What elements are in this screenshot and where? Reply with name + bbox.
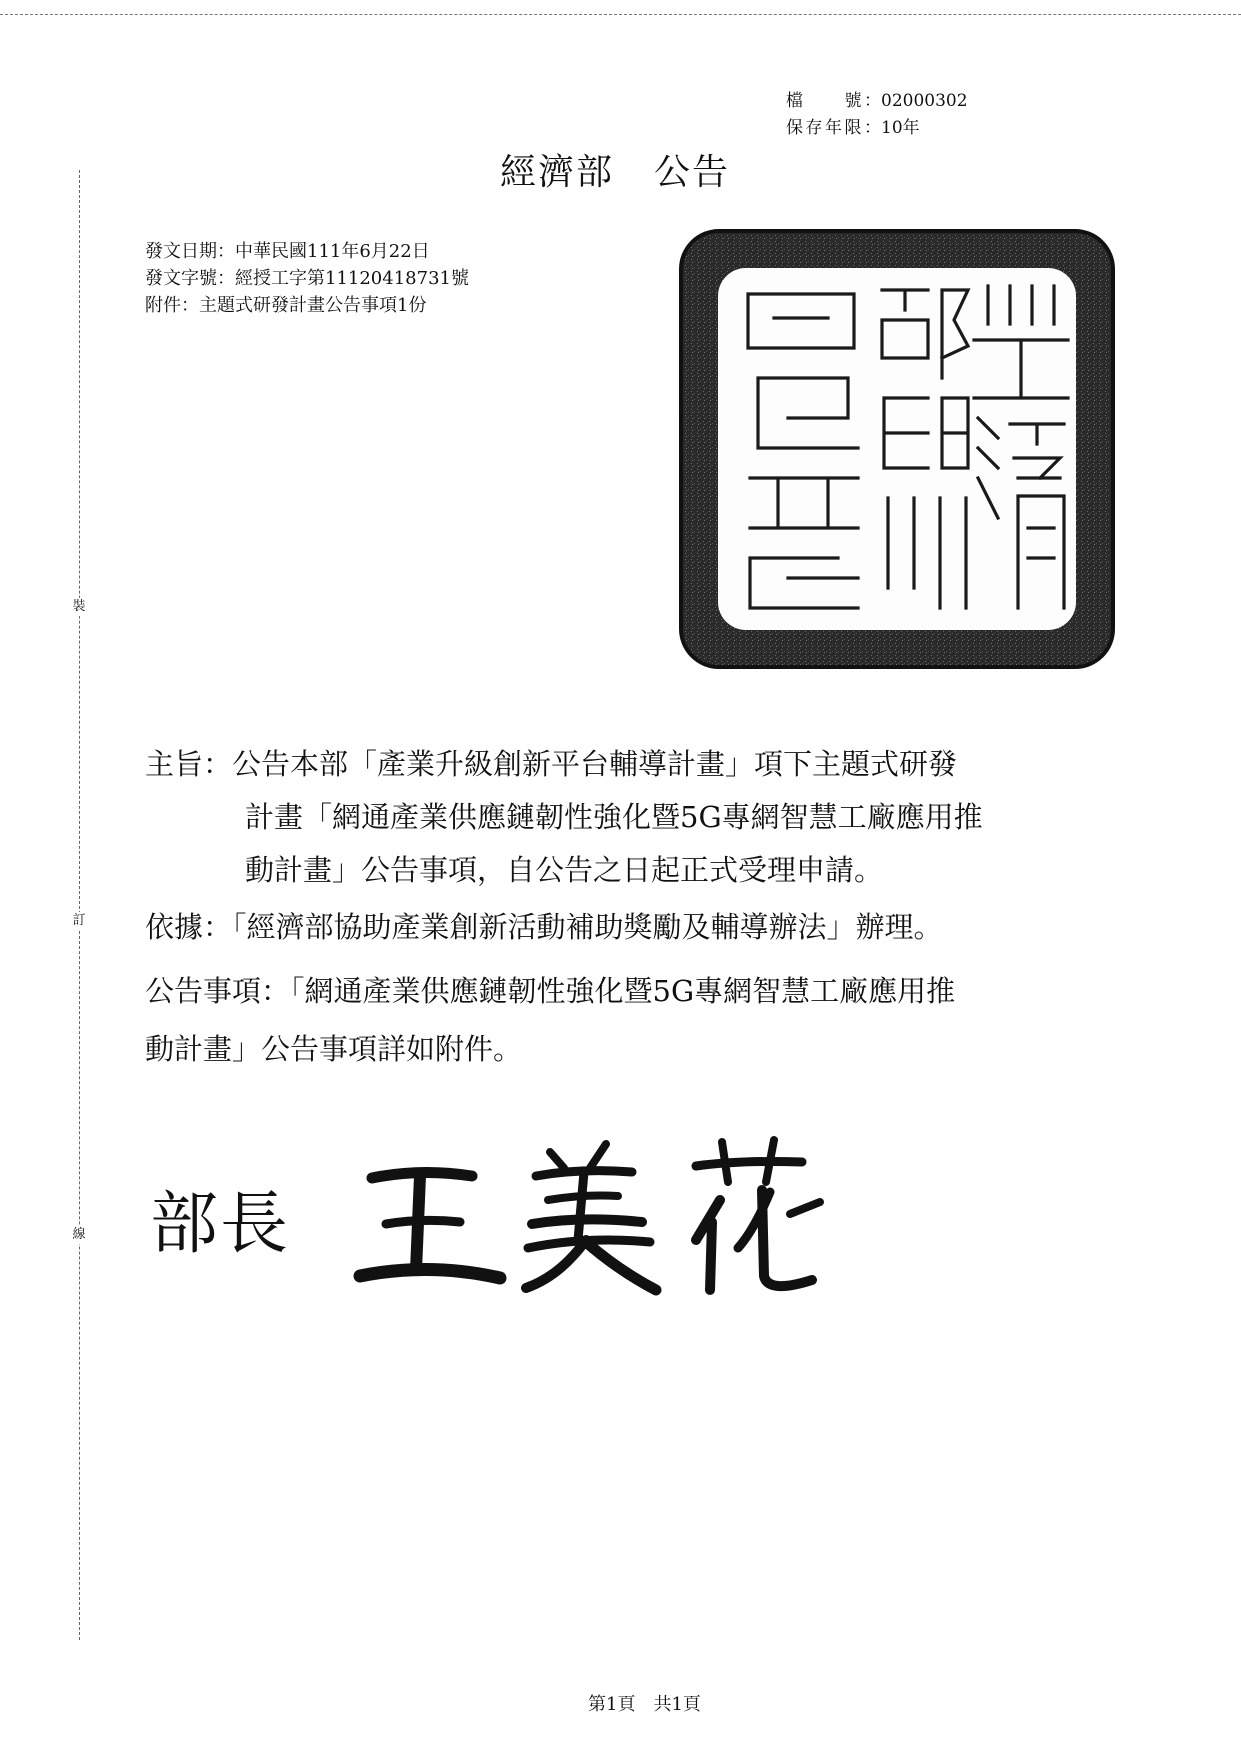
notice-line: 公告事項：「網通產業供應鏈韌性強化暨5G專網智慧工廠應用推 (145, 974, 956, 1008)
retention-row (786, 115, 968, 142)
notice-line: 動計畫」公告事項詳如附件。 (145, 1032, 523, 1066)
issue-info (145, 238, 469, 319)
page-footer (588, 1690, 701, 1716)
file-number: 02000302 (881, 91, 968, 111)
file-meta (786, 88, 968, 142)
retention-value: 10年 (881, 118, 920, 138)
agency-name: 經濟部 (500, 152, 615, 193)
attachment-note: 附件：主題式研發計畫公告事項1份 (145, 295, 427, 316)
issue-ref-number: 發文字號：經授工字第11120418731號 (145, 268, 469, 289)
binding-mark-zhuang: 裝 (68, 598, 90, 616)
page-number: 第1頁 (588, 1694, 636, 1715)
file-number-label: 檔 號： (786, 91, 881, 111)
minister-signature (350, 1130, 830, 1300)
page-title (500, 144, 730, 195)
basis-paragraph (145, 901, 1100, 954)
binding-line (79, 170, 80, 1640)
subject-line: 主旨：公告本部「產業升級創新平台輔導計畫」項下主題式研發 (145, 747, 958, 781)
notice-paragraph (145, 962, 1100, 1078)
binding-mark-xian: 線 (68, 1226, 90, 1244)
page-total: 共1頁 (653, 1694, 701, 1715)
signature-block (150, 1130, 850, 1310)
top-edge-line (0, 14, 1241, 15)
minister-title: 部長 (150, 1185, 291, 1264)
file-number-row (786, 88, 968, 115)
announcement-body (145, 738, 1100, 1078)
binding-mark-ding: 訂 (68, 912, 90, 930)
doc-type: 公告 (654, 152, 731, 193)
subject-paragraph (145, 738, 1100, 897)
basis-line: 依據：「經濟部協助產業創新活動補助獎勵及輔導辦法」辦理。 (145, 910, 943, 944)
subject-line: 計畫「網通產業供應鏈韌性強化暨5G專網智慧工廠應用推 (245, 800, 983, 834)
official-seal-stamp (678, 228, 1116, 670)
retention-label: 保存年限： (786, 118, 881, 138)
issue-date: 發文日期：中華民國111年6月22日 (145, 241, 430, 262)
subject-line: 動計畫」公告事項，自公告之日起正式受理申請。 (245, 853, 884, 887)
